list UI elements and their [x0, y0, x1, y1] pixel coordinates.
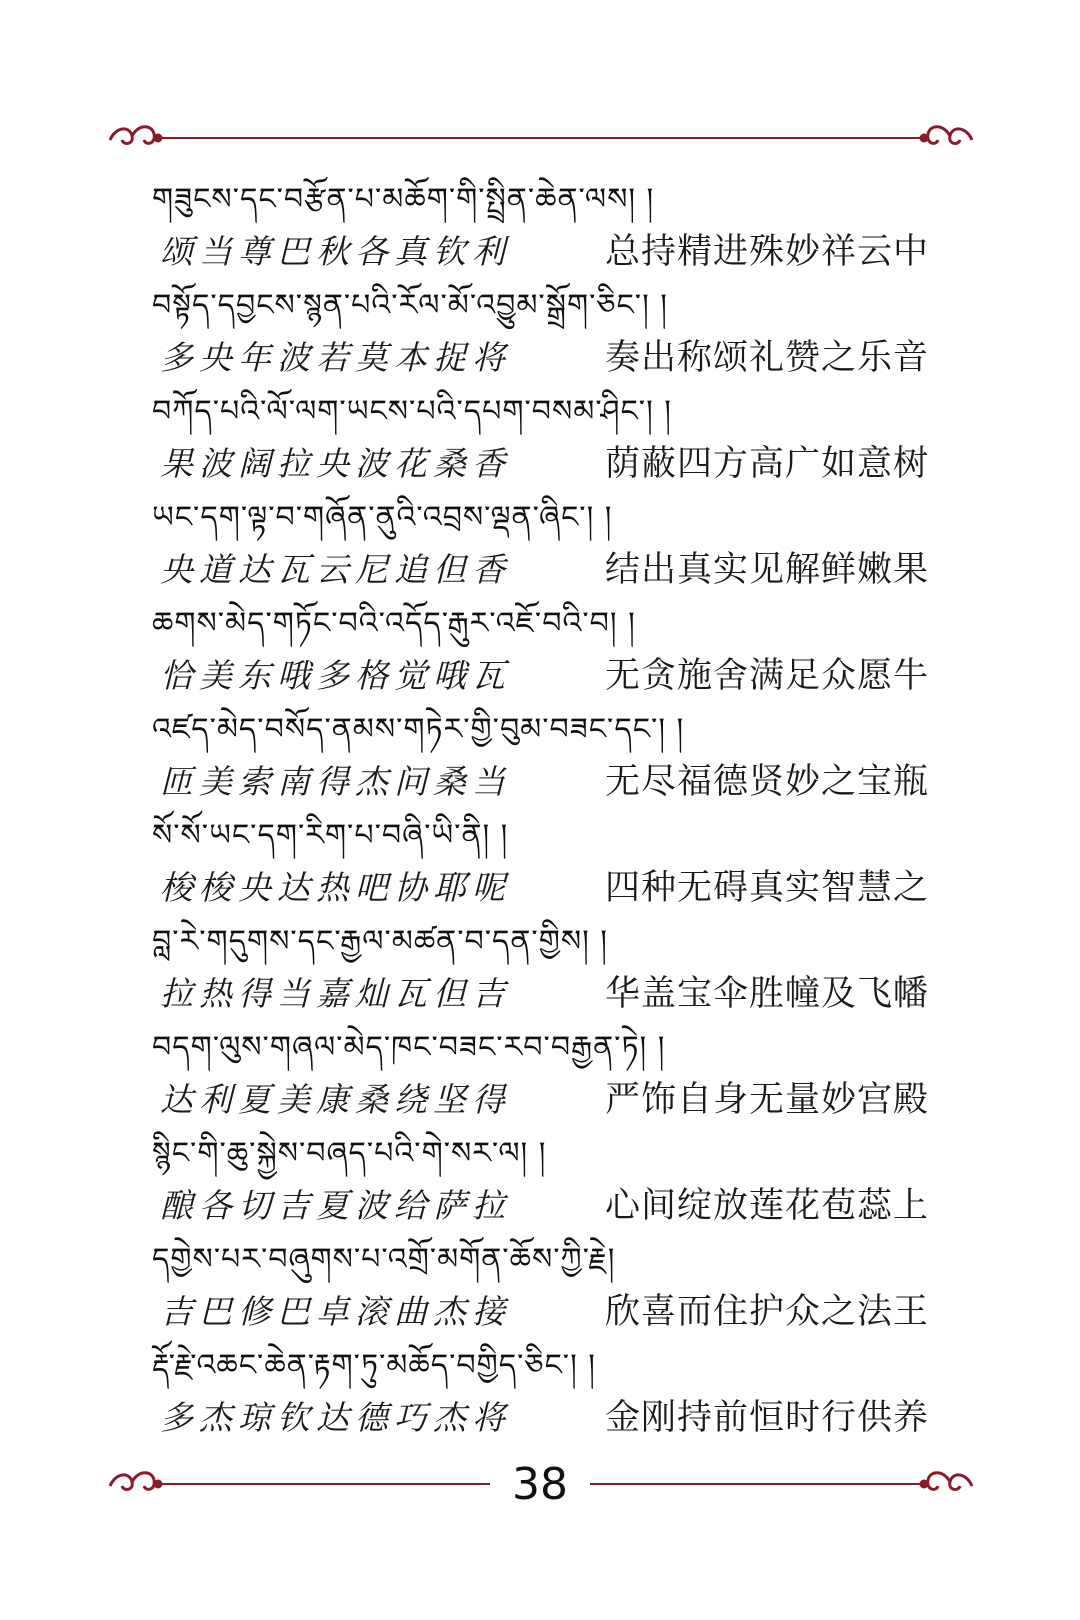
- tibetan-line: བླ་རེ་གདུགས་དང་རྒྱལ་མཚན་བ་དན་གྱིས། །: [152, 924, 608, 959]
- tibetan-line: འཛད་མེད་བསོད་ནམས་གཏེར་གྱི་བུམ་བཟང་དང་། །: [152, 712, 685, 747]
- tibetan-line: བདག་ལུས་གཞལ་མེད་ཁང་བཟང་རབ་བརྒྱན་ཏེ། །: [152, 1030, 666, 1065]
- chinese-translation-line: 总持精进殊妙祥云中: [605, 232, 930, 272]
- transliteration-line: 恰美东哦多格觉哦瓦: [160, 656, 511, 695]
- left-scroll-ornament-icon: [110, 127, 161, 144]
- tibetan-line: བཀོད་པའི་ལོ་ལག་ཡངས་པའི་དཔག་བསམ་ཤིང་། །: [152, 394, 672, 429]
- tibetan-line: སྙིང་གི་ཆུ་སྐྱེས་བཞད་པའི་གེ་སར་ལ། །: [152, 1136, 547, 1171]
- tibetan-line: གཟུངས་དང་བརྩོན་པ་མཆོག་གི་སྤྲིན་ཆེན་ལས། །: [152, 182, 655, 217]
- chinese-translation-line: 心间绽放莲花苞蕊上: [605, 1186, 930, 1226]
- chinese-translation-line: 荫蔽四方高广如意树: [605, 444, 930, 484]
- page-number: 38: [490, 1460, 590, 1510]
- chinese-translation-line: 四种无碍真实智慧之: [605, 868, 930, 908]
- transliteration-line: 果波阔拉央波花桑香: [160, 444, 511, 483]
- verse-2: [140, 280, 940, 386]
- tibetan-line: སོ་སོ་ཡང་དག་རིག་པ་བཞི་ཡི་ནི། །: [152, 818, 509, 853]
- verse-4: [140, 492, 940, 598]
- chinese-translation-line: 无尽福德贤妙之宝瓶: [605, 762, 930, 802]
- transliteration-line: 多杰琼钦达德巧杰将: [160, 1398, 511, 1437]
- transliteration-line: 酿各切吉夏波给萨拉: [160, 1186, 511, 1225]
- tibetan-line: བསྟོད་དབྱངས་སྙན་པའི་རོལ་མོ་འབྱུམ་སྒྲོག་ཅིང་། །: [152, 288, 668, 323]
- transliteration-line: 吉巴修巴卓滚曲杰接: [160, 1292, 511, 1331]
- verse-3: [140, 386, 940, 492]
- verse-5: [140, 598, 940, 704]
- transliteration-line: 梭梭央达热吧协耶呢: [160, 868, 511, 907]
- tibetan-line: ཆགས་མེད་གཏོང་བའི་འདོད་རྒུར་འཇོ་བའི་བ། །: [152, 606, 636, 641]
- verse-8: [140, 916, 940, 1022]
- top-ornamental-border: [108, 118, 974, 158]
- transliteration-line: 匝美索南得杰问桑当: [160, 762, 511, 801]
- chinese-translation-line: 欣喜而住护众之法王: [605, 1292, 930, 1332]
- chinese-translation-line: 结出真实见解鲜嫩果: [605, 550, 930, 590]
- tibetan-line: རྡོ་རྗེ་འཆང་ཆེན་རྟག་ཏུ་མཆོད་བགྱིད་ཅིང་། །: [152, 1348, 596, 1383]
- transliteration-line: 多央年波若莫本捉将: [160, 338, 511, 377]
- verse-12: [140, 1340, 940, 1446]
- right-scroll-ornament-icon: [921, 127, 972, 144]
- verse-11: [140, 1234, 940, 1340]
- verse-6: [140, 704, 940, 810]
- chinese-translation-line: 金刚持前恒时行供养: [605, 1398, 930, 1438]
- tibetan-line: ཡང་དག་ལྟ་བ་གཞོན་ནུའི་འབྲས་ལྡན་ཞིང་། །: [152, 500, 613, 535]
- transliteration-line: 达利夏美康桑绕坚得: [160, 1080, 511, 1119]
- verse-7: [140, 810, 940, 916]
- right-scroll-ornament-icon: [921, 1473, 972, 1490]
- transliteration-line: 央道达瓦云尼追但香: [160, 550, 511, 589]
- chinese-translation-line: 无贪施舍满足众愿牛: [605, 656, 930, 696]
- left-scroll-ornament-icon: [110, 1473, 161, 1490]
- verse-1: [140, 174, 940, 280]
- verse-list: [140, 174, 940, 1446]
- transliteration-line: 拉热得当嘉灿瓦但吉: [160, 974, 511, 1013]
- chinese-translation-line: 奏出称颂礼赞之乐音: [605, 338, 930, 378]
- verse-9: [140, 1022, 940, 1128]
- verse-10: [140, 1128, 940, 1234]
- chinese-translation-line: 华盖宝伞胜幢及飞幡: [605, 974, 930, 1014]
- chinese-translation-line: 严饰自身无量妙宫殿: [605, 1080, 930, 1120]
- transliteration-line: 颂当尊巴秋各真钦利: [160, 232, 511, 271]
- tibetan-line: དགྱེས་པར་བཞུགས་པ་འགྲོ་མགོན་ཆོས་ཀྱི་རྗེ།: [152, 1242, 616, 1277]
